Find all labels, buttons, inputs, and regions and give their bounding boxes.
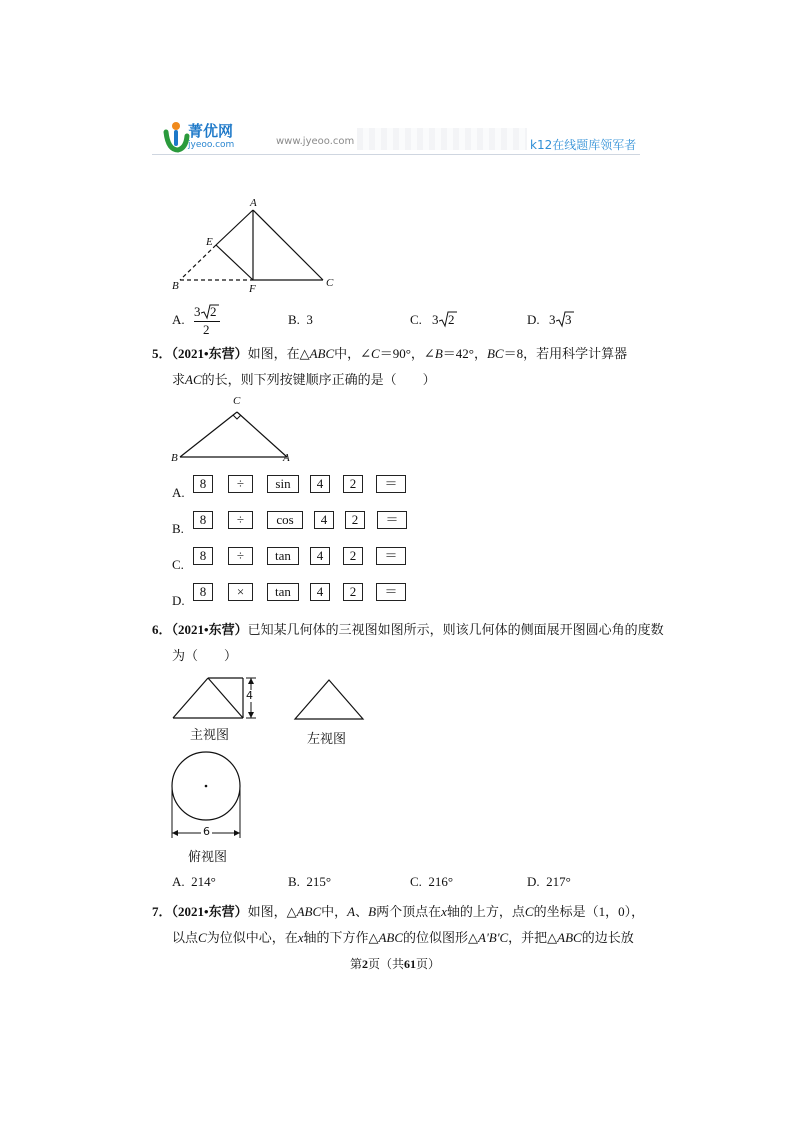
q6-stem-line1 xyxy=(152,621,664,639)
front-inner-edge xyxy=(208,678,243,718)
q4-option-b[interactable] xyxy=(288,312,313,328)
text: 两个顶点在 xyxy=(376,904,442,919)
text: 如图，在△ xyxy=(247,346,310,361)
key-4: 4 xyxy=(314,511,334,529)
key-4: 4 xyxy=(310,475,330,493)
label-A: A xyxy=(283,452,290,464)
key-8: 8 xyxy=(193,475,213,493)
q6-option-b[interactable] xyxy=(288,874,331,890)
label-E: E xyxy=(206,236,213,248)
q6-stem-line2 xyxy=(172,647,237,665)
option-letter: B. xyxy=(288,874,300,889)
q5-option-d[interactable] xyxy=(172,583,412,608)
header-watermark-band xyxy=(357,128,527,150)
option-value: 214° xyxy=(191,874,216,889)
option-letter: D. xyxy=(172,593,185,608)
height-dimension-label: 4 xyxy=(246,689,253,702)
key-tan: tan xyxy=(267,547,299,565)
option-letter: A. xyxy=(172,485,185,500)
var: C xyxy=(524,904,534,919)
option-value: 216° xyxy=(428,874,454,889)
header-divider xyxy=(152,154,640,155)
key-divide: ÷ xyxy=(228,511,253,529)
option-value: 215° xyxy=(306,874,332,889)
key-2: 2 xyxy=(345,511,365,529)
var: C xyxy=(198,930,207,945)
question-number: 5． xyxy=(152,346,172,361)
radicand: 2 xyxy=(448,312,455,327)
var: A'B'C xyxy=(478,930,509,945)
option-letter: C. xyxy=(410,312,422,327)
key-multiply: × xyxy=(228,583,253,601)
text: 的长，则下列按键顺序正确的是（ ） xyxy=(201,372,436,387)
option-letter: D. xyxy=(527,312,540,327)
var: B xyxy=(434,346,443,361)
front-view-figure xyxy=(168,672,268,724)
page-header xyxy=(152,118,642,158)
q4-option-c[interactable] xyxy=(410,312,470,330)
var: B xyxy=(368,904,377,919)
footer-mid: 页（共 xyxy=(368,957,405,971)
q5-option-c[interactable] xyxy=(172,547,412,572)
side-view-label: 左视图 xyxy=(307,732,347,747)
q5-option-b[interactable] xyxy=(172,511,412,536)
radical-coef: 3 xyxy=(432,312,439,327)
option-letter: B. xyxy=(288,312,300,327)
fraction-denominator: 2 xyxy=(203,322,210,337)
var: x xyxy=(297,930,304,945)
option-letter: D. xyxy=(527,874,540,889)
question-number: 6． xyxy=(152,622,172,637)
footer-total: 61 xyxy=(404,957,417,971)
q4-option-a[interactable] xyxy=(172,304,232,340)
option-letter: C. xyxy=(410,874,422,889)
text: 为位似中心，在 xyxy=(206,930,298,945)
key-2: 2 xyxy=(343,547,363,565)
key-equals: ＝ xyxy=(376,547,406,565)
var: A xyxy=(347,904,356,919)
label-A: A xyxy=(250,197,257,209)
key-8: 8 xyxy=(193,583,213,601)
text: 为（ ） xyxy=(172,648,238,663)
q4-option-d[interactable] xyxy=(527,312,587,330)
question-number: 7． xyxy=(152,904,172,919)
front-left-edge xyxy=(173,678,208,718)
text: 的边长放 xyxy=(581,930,634,945)
center-dot xyxy=(205,785,208,788)
arrow-left-icon xyxy=(172,830,178,836)
key-equals: ＝ xyxy=(376,475,406,493)
var: ABC xyxy=(378,930,404,945)
fraction-numerator-radicand: 2 xyxy=(210,304,217,319)
key-8: 8 xyxy=(193,547,213,565)
radicand: 3 xyxy=(565,312,572,327)
var: AC xyxy=(185,372,202,387)
q6-option-a[interactable] xyxy=(172,874,216,890)
key-divide: ÷ xyxy=(228,475,253,493)
text: ＝90°，∠ xyxy=(379,346,435,361)
footer-suffix: 页） xyxy=(416,957,441,971)
text: 中，∠ xyxy=(334,346,372,361)
q4-figure xyxy=(168,195,343,295)
text: 中， xyxy=(321,904,348,919)
text: 轴的下方作△ xyxy=(303,930,379,945)
key-sin: sin xyxy=(267,475,299,493)
key-cos: cos xyxy=(267,511,303,529)
var: C xyxy=(371,346,380,361)
question-source: （2021•东营） xyxy=(171,904,248,919)
slogan: k12在线题库领军者 xyxy=(530,138,637,152)
arrow-down-icon xyxy=(248,712,254,718)
seg-BC xyxy=(180,412,237,457)
seg-EB-dashed xyxy=(180,245,216,280)
side-view-figure xyxy=(290,674,370,724)
arrow-right-icon xyxy=(234,830,240,836)
jyeoo-logo-icon xyxy=(162,120,190,154)
seg-AB xyxy=(216,210,253,245)
width-dimension-label: 6 xyxy=(203,825,210,838)
fraction-numerator-coef: 3 xyxy=(194,304,201,319)
q5-figure xyxy=(170,400,300,465)
key-equals: ＝ xyxy=(377,511,407,529)
text: 已知某几何体的三视图如图所示，则该几何体的侧面展开图圆心角的度数 xyxy=(247,622,664,637)
option-letter: A. xyxy=(172,312,185,327)
seg-AC xyxy=(253,210,323,280)
label-F: F xyxy=(249,283,256,295)
var: ABC xyxy=(296,904,322,919)
q7-stem-line2 xyxy=(172,929,634,947)
footer-page: 2 xyxy=(362,957,369,971)
q5-option-a[interactable] xyxy=(172,475,412,500)
q7-stem-line1 xyxy=(152,903,644,921)
top-view-label: 俯视图 xyxy=(188,850,228,865)
q6-option-c[interactable] xyxy=(410,874,453,890)
key-2: 2 xyxy=(343,475,363,493)
key-divide: ÷ xyxy=(228,547,253,565)
option-letter: B. xyxy=(172,521,184,536)
label-B: B xyxy=(171,452,178,464)
front-view-label: 主视图 xyxy=(190,728,230,743)
seg-EF xyxy=(216,245,253,280)
option-letter: C. xyxy=(172,557,184,572)
q5-stem-line2 xyxy=(172,371,436,389)
text: 求 xyxy=(172,372,186,387)
side-triangle xyxy=(295,680,363,719)
site-url: www.jyeoo.com xyxy=(276,136,355,147)
option-value: 217° xyxy=(546,874,571,889)
key-4: 4 xyxy=(310,547,330,565)
seg-CA xyxy=(237,412,287,457)
logo-domain: jyeoo.com xyxy=(188,140,235,150)
text: 以点 xyxy=(172,930,199,945)
text: 的坐标是（1，0）， xyxy=(533,904,645,919)
text: ，并把△ xyxy=(508,930,558,945)
text: 轴的上方，点 xyxy=(446,904,525,919)
option-value: 3 xyxy=(306,312,313,327)
footer-prefix: 第 xyxy=(350,957,363,971)
q5-stem-line1 xyxy=(152,345,627,363)
arrow-up-icon xyxy=(248,678,254,684)
key-tan: tan xyxy=(267,583,299,601)
page-footer xyxy=(350,955,440,972)
radical-coef: 3 xyxy=(549,312,556,327)
text: ＝42°， xyxy=(442,346,487,361)
right-angle-mark xyxy=(233,415,241,419)
text: ＝8，若用科学计算器 xyxy=(503,346,628,361)
label-C: C xyxy=(326,277,334,289)
var: x xyxy=(441,904,447,919)
key-8: 8 xyxy=(193,511,213,529)
label-B: B xyxy=(172,280,179,292)
var: ABC xyxy=(557,930,582,945)
key-2: 2 xyxy=(343,583,363,601)
var: BC xyxy=(486,346,504,361)
text: 如图，△ xyxy=(247,904,297,919)
var: ABC xyxy=(309,346,335,361)
key-equals: ＝ xyxy=(376,583,406,601)
question-source: （2021•东营） xyxy=(171,346,248,361)
key-4: 4 xyxy=(310,583,330,601)
text: 的位似图形△ xyxy=(403,930,479,945)
q6-option-d[interactable] xyxy=(527,874,571,890)
label-C: C xyxy=(233,395,241,407)
option-letter: A. xyxy=(172,874,185,889)
text: 、 xyxy=(355,904,369,919)
logo-name: 菁优网 xyxy=(188,122,234,140)
question-source: （2021•东营） xyxy=(171,622,248,637)
